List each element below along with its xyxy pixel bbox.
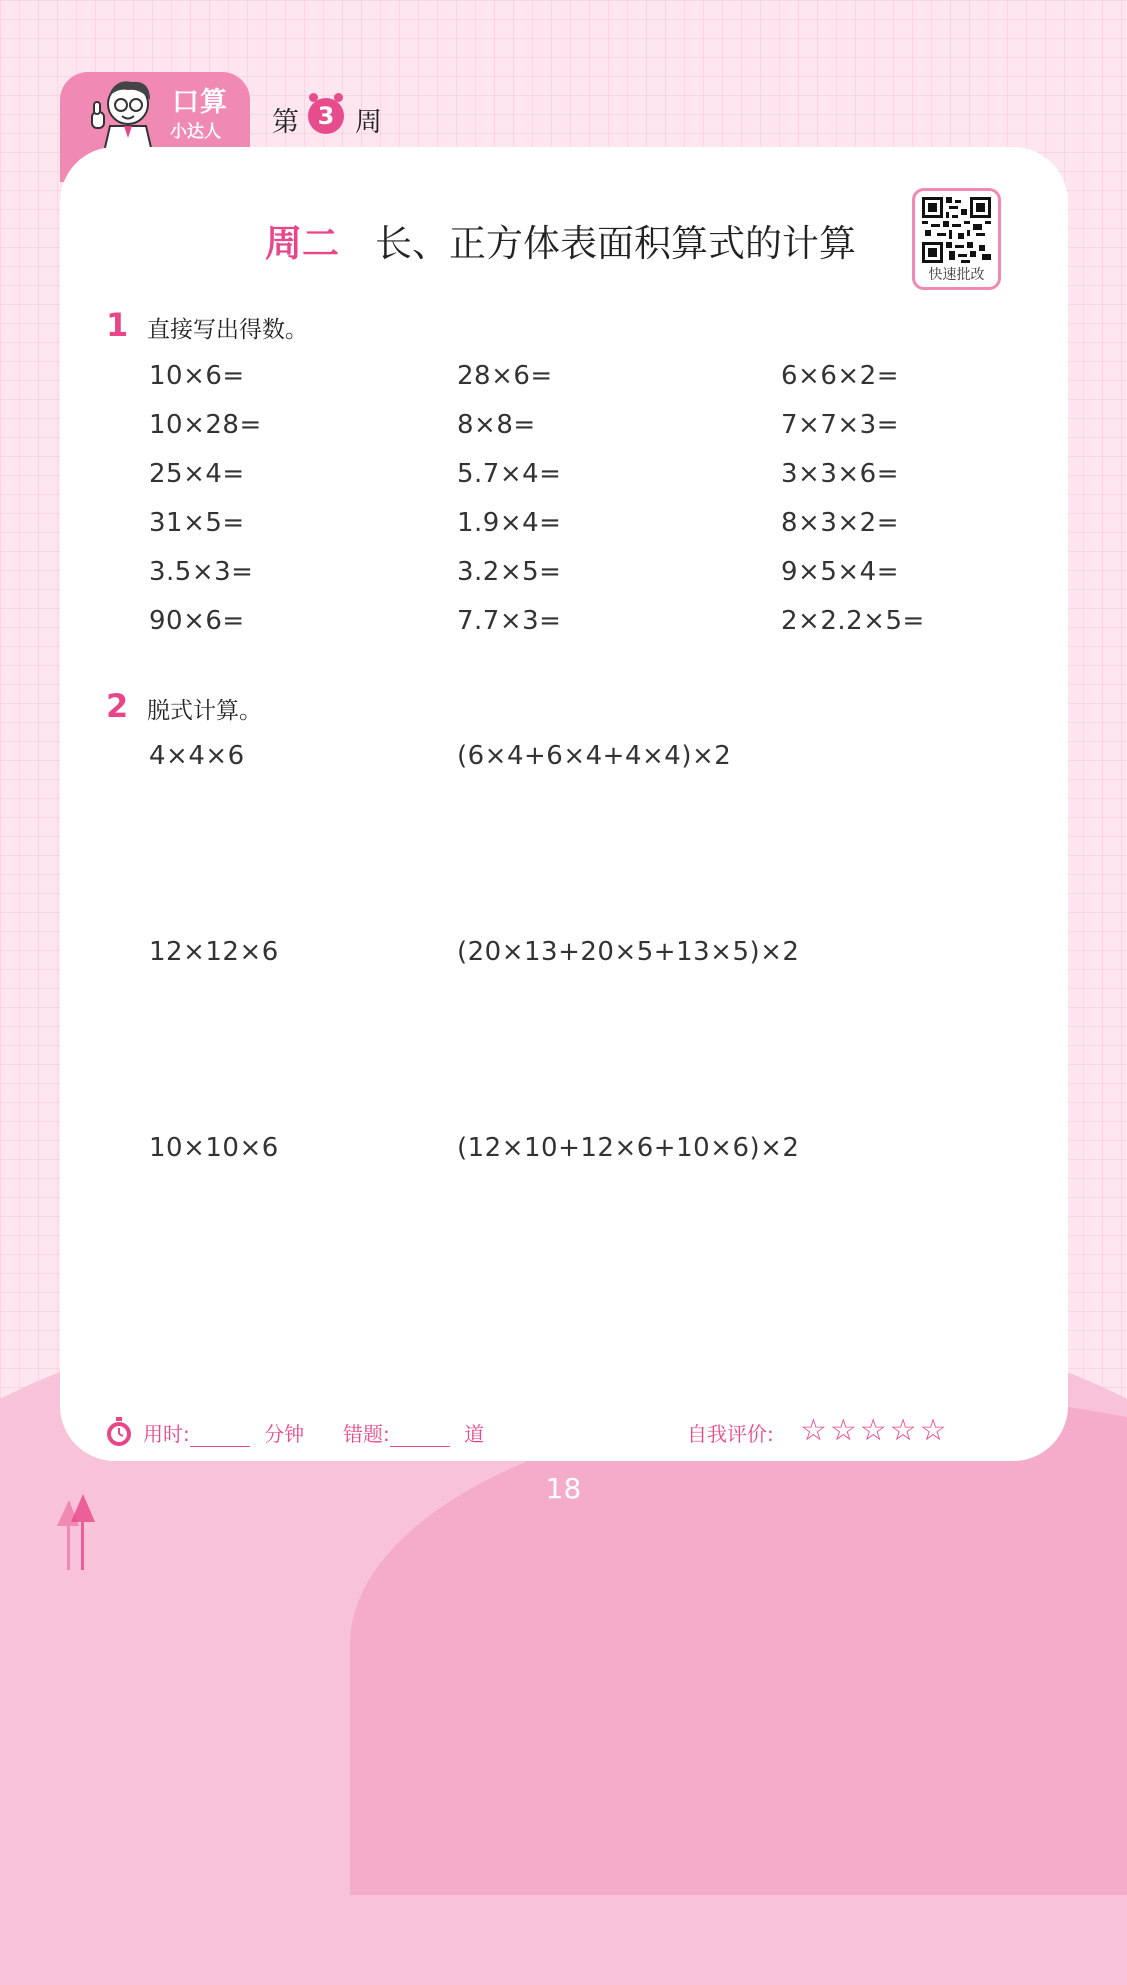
qr-code[interactable]	[912, 188, 1001, 290]
page-number: 18	[545, 1472, 582, 1505]
mascot-icon	[80, 74, 170, 152]
errors-blank[interactable]	[390, 1426, 450, 1447]
time-blank[interactable]	[190, 1426, 250, 1447]
qr-label: 快速批改	[928, 267, 985, 283]
oral-exercise: 1.9×4=	[457, 508, 562, 538]
oral-exercise: 3.5×3=	[149, 557, 254, 587]
tree-decoration-icon	[55, 1490, 105, 1570]
step-calculation-exercise: (6×4+6×4+4×4)×2	[457, 741, 732, 771]
lesson-day: 周二	[265, 222, 339, 265]
oral-exercise: 2×2.2×5=	[781, 606, 925, 636]
oral-exercise: 3×3×6=	[781, 459, 899, 489]
brand-title: 口算	[172, 87, 228, 118]
oral-exercise: 7×7×3=	[781, 410, 899, 440]
step-calculation-exercise: (20×13+20×5+13×5)×2	[457, 937, 800, 967]
time-label: 用时:	[143, 1422, 190, 1446]
oral-exercise: 31×5=	[149, 508, 245, 538]
qr-code-icon	[922, 197, 991, 263]
oral-exercise: 90×6=	[149, 606, 245, 636]
oral-exercise: 5.7×4=	[457, 459, 562, 489]
week-number-badge: 3	[308, 98, 344, 134]
worksheet-card	[60, 147, 1068, 1461]
week-prefix: 第	[272, 107, 299, 138]
oral-exercise: 10×28=	[149, 410, 262, 440]
lesson-topic: 长、正方体表面积算式的计算	[375, 222, 856, 265]
oral-exercise: 28×6=	[457, 361, 553, 391]
rating-stars[interactable]: ☆☆☆☆☆	[800, 1413, 950, 1448]
brand-subtitle: 小达人	[170, 122, 221, 142]
week-suffix: 周	[355, 107, 382, 138]
oral-exercise: 8×8=	[457, 410, 536, 440]
section-1-title: 直接写出得数。	[147, 317, 308, 343]
oral-exercise: 25×4=	[149, 459, 245, 489]
oral-exercise: 7.7×3=	[457, 606, 562, 636]
errors-unit: 道	[464, 1422, 485, 1446]
section-1-number: 1	[106, 306, 129, 344]
rating-label: 自我评价:	[687, 1422, 774, 1446]
errors-label: 错题:	[343, 1422, 390, 1446]
oral-exercise: 6×6×2=	[781, 361, 899, 391]
step-calculation-exercise: (12×10+12×6+10×6)×2	[457, 1133, 800, 1163]
section-2-number: 2	[106, 687, 129, 725]
step-calculation-exercise: 10×10×6	[149, 1133, 279, 1163]
step-calculation-exercise: 4×4×6	[149, 741, 245, 771]
time-unit: 分钟	[264, 1422, 305, 1446]
oral-exercise: 3.2×5=	[457, 557, 562, 587]
section-2-title: 脱式计算。	[147, 698, 262, 724]
oral-exercise: 9×5×4=	[781, 557, 899, 587]
step-calculation-exercise: 12×12×6	[149, 937, 279, 967]
time-field	[143, 1418, 304, 1447]
lesson-title	[265, 213, 856, 267]
oral-exercise: 10×6=	[149, 361, 245, 391]
stopwatch-icon	[105, 1417, 133, 1447]
errors-field	[343, 1418, 484, 1447]
oral-exercise: 8×3×2=	[781, 508, 899, 538]
